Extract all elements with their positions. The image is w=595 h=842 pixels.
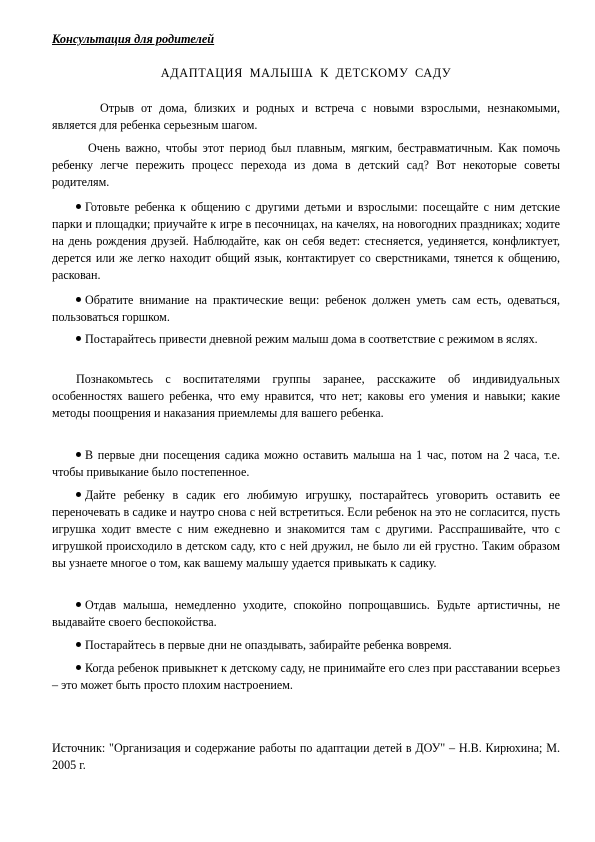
tip-text: Когда ребенок привыкнет к детскому саду, не принимайте его слез при расставании всерьез – это может быть просто плохим настроением. [52,661,560,692]
tip-text: Дайте ребенку в садик его любимую игрушку, постарайтесь уговорить оставить ее переночевать в садике и наутро снова с ней встретиться. Если ребенок на это не согласится, пусть игрушка ходит вместе с ним ежедневно и знакомится там с другими. Расспрашивайте, что с игрушкой происходило в детском саду, кто с ней дружил, не было ли ей грустно. Таким образом вы узнаете многое о том, как вашему малышу удается привыкать к садику. [52,488,560,570]
tip-paragraph-4 [52,447,560,481]
intro-paragraph-1: Отрыв от дома, близких и родных и встреча с новыми взрослыми, незнакомыми, является для ребенка серьезным шагом. [52,101,560,132]
tip-paragraph-1 [52,199,560,284]
bullet-icon [76,199,85,216]
tip-paragraph-3 [52,331,560,348]
acquaint-paragraph: Познакомьтесь с воспитателями группы заранее, расскажите об индивидуальных особенностях вашего ребенка, что ему нравится, что нет; каковы его умения и навыки; какие методы поощрения и наказания приемлемы для вашего ребенка. [52,372,560,420]
tip-text: Готовьте ребенка к общению с другими детьми и взрослыми: посещайте с ним детские парки и площадки; приучайте к игре в песочницах, на качелях, на новогодних праздниках; ходите на день рождения друзей. Наблюдайте, как он себя ведет: стесняется, уединяется, конфликтует, дерется или же легко находит общий язык, контактирует со сверстниками, тянется к общению, раскован. [52,200,560,282]
bullet-icon [76,292,85,309]
tip-paragraph-8 [52,660,560,694]
intro-paragraph-2: Очень важно, чтобы этот период был плавным, мягким, бестравматичным. Как помочь ребенку легче пережить процесс перехода из дома в детский сад? Вот некоторые советы родителям. [52,141,560,189]
tip-paragraph-6 [52,597,560,631]
bullet-icon [76,331,85,348]
tip-text: Постарайтесь привести дневной режим малыш дома в соответствие с режимом в яслях. [85,332,538,346]
bullet-icon [76,487,85,504]
source-citation: Источник: "Организация и содержание работы по адаптации детей в ДОУ" – Н.В. Кирюхина; М. 2005 г. [52,741,560,772]
bullet-icon [76,660,85,677]
tip-text: Обратите внимание на практические вещи: ребенок должен уметь сам есть, одеваться, пользоваться горшком. [52,293,560,324]
tip-text: В первые дни посещения садика можно оставить малыша на 1 час, потом на 2 часа, т.е. чтобы привыкание было постепенное. [52,448,560,479]
tip-text: Отдав малыша, немедленно уходите, спокойно попрощавшись. Будьте артистичны, не выдавайте своего беспокойства. [52,598,560,629]
document-title: АДАПТАЦИЯ МАЛЫША К ДЕТСКОМУ САДУ [160,66,452,80]
consultation-label: Консультация для родителей [52,32,215,46]
tip-paragraph-2 [52,292,560,326]
bullet-icon [76,637,85,654]
tip-paragraph-7 [52,637,560,654]
bullet-icon [76,597,85,614]
bullet-icon [76,447,85,464]
tip-text: Постарайтесь в первые дни не опаздывать, забирайте ребенка вовремя. [85,638,452,652]
tip-paragraph-5 [52,487,560,572]
